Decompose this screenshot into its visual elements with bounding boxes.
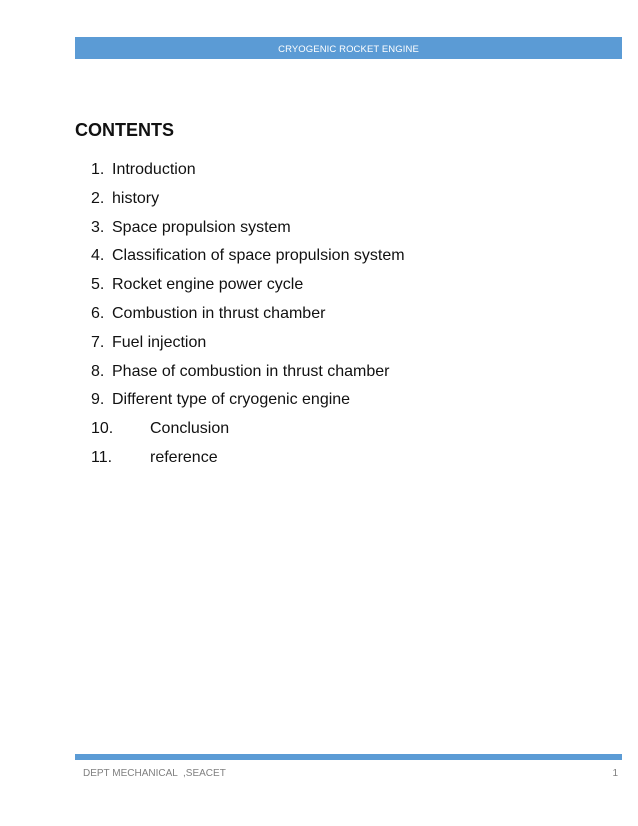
toc-item bbox=[91, 446, 405, 475]
toc-item-label: Space propulsion system bbox=[112, 218, 291, 236]
toc-item-number: 6. bbox=[91, 304, 105, 322]
toc-item-number: 10. bbox=[91, 420, 114, 438]
toc-item-label: Introduction bbox=[112, 161, 196, 178]
toc-item bbox=[91, 302, 405, 331]
toc-item bbox=[91, 187, 405, 216]
toc-item-number: 11. bbox=[91, 448, 113, 466]
toc-item-label: history bbox=[112, 189, 160, 207]
toc-item-number: 8. bbox=[91, 362, 105, 380]
toc-item bbox=[91, 331, 405, 360]
toc-item-number: 5. bbox=[91, 276, 105, 294]
toc-item bbox=[91, 388, 405, 417]
toc-item-label: Classification of space propulsion system bbox=[112, 247, 405, 265]
toc-item bbox=[91, 273, 405, 302]
toc-item-label: Different type of cryogenic engine bbox=[112, 391, 351, 409]
toc-item-label: Rocket engine power cycle bbox=[112, 276, 304, 294]
toc-item-number: 7. bbox=[91, 333, 105, 351]
toc-item bbox=[91, 417, 405, 446]
toc-item-number: 2. bbox=[91, 189, 105, 207]
table-of-contents bbox=[91, 158, 405, 475]
toc-item bbox=[91, 216, 405, 245]
footer-rule bbox=[75, 754, 622, 760]
header-bar bbox=[75, 37, 622, 59]
toc-item bbox=[91, 360, 405, 389]
footer-department: DEPT MECHANICAL ,SEACET bbox=[83, 768, 226, 779]
toc-item-label: Conclusion bbox=[150, 420, 230, 438]
footer-page-number: 1 bbox=[612, 768, 618, 779]
toc-item-number: 1. bbox=[91, 161, 105, 178]
toc-item-label: Combustion in thrust chamber bbox=[112, 304, 326, 322]
toc-item-number: 3. bbox=[91, 218, 105, 236]
toc-item bbox=[91, 244, 405, 273]
toc-item bbox=[91, 158, 405, 187]
toc-item-number: 9. bbox=[91, 391, 105, 409]
header-title: CRYOGENIC ROCKET ENGINE bbox=[278, 43, 419, 55]
contents-heading: CONTENTS bbox=[75, 120, 174, 140]
toc-item-number: 4. bbox=[91, 247, 105, 265]
toc-item-label: Phase of combustion in thrust chamber bbox=[112, 362, 390, 380]
toc-item-label: reference bbox=[150, 448, 218, 466]
toc-item-label: Fuel injection bbox=[112, 333, 207, 351]
